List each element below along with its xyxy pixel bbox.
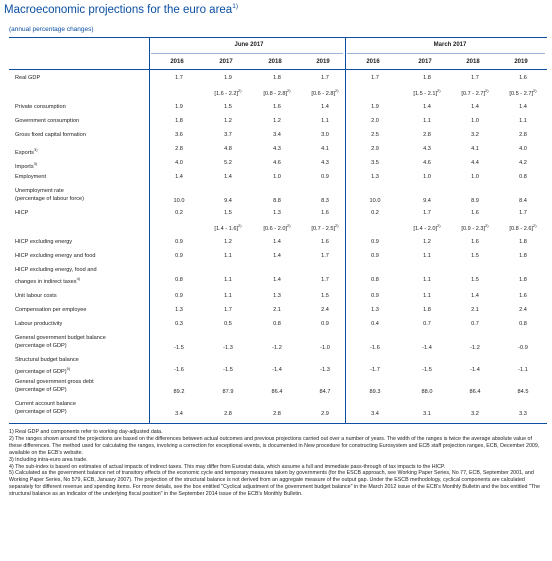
footnote-ref: 2) xyxy=(335,223,339,228)
value-cell: -1.4 xyxy=(422,345,432,351)
value-cell: 1.6 xyxy=(273,104,281,110)
value-cell: 1.4 xyxy=(273,277,281,283)
range-text: [0.5 - 2.7] xyxy=(509,90,534,97)
value-cell: 1.5 xyxy=(321,293,329,299)
year-header: 2017 xyxy=(219,59,233,65)
row-label xyxy=(15,160,37,171)
row-label xyxy=(15,210,28,217)
row-label xyxy=(15,267,97,274)
value-cell: 1.2 xyxy=(273,118,281,124)
value-cell: 1.4 xyxy=(273,239,281,245)
row-label-text: Exports xyxy=(15,149,34,156)
row-label xyxy=(15,357,79,364)
value-cell: 1.1 xyxy=(423,277,431,283)
value-cell: 84.5 xyxy=(517,389,529,395)
range-text: [1.4 - 2.0] xyxy=(413,225,438,232)
row-label-text: Employment xyxy=(15,174,47,180)
year-header: 2016 xyxy=(170,59,184,65)
value-cell: 4.6 xyxy=(273,160,281,166)
value-cell: 2.4 xyxy=(519,307,527,313)
value-cell: 8.4 xyxy=(519,198,527,204)
value-cell: 1.7 xyxy=(423,210,431,216)
value-cell: 2.8 xyxy=(224,411,232,417)
value-cell: 2.8 xyxy=(423,132,431,138)
value-cell: 1.4 xyxy=(519,104,527,110)
value-cell: 0.2 xyxy=(175,210,183,216)
value-cell: 1.7 xyxy=(321,75,329,81)
row-label xyxy=(15,379,94,386)
row-label-text: HICP excluding energy, food and xyxy=(15,267,97,273)
value-cell: 1.2 xyxy=(224,239,232,245)
value-cell: 4.3 xyxy=(273,146,281,152)
row-label-text: General government gross debt xyxy=(15,379,94,385)
row-label-text: (percentage of GDP) xyxy=(15,343,67,349)
row-label-text: HICP excluding energy and food xyxy=(15,253,96,259)
year-header: 2019 xyxy=(316,59,330,65)
range-text: [0.8 - 2.6] xyxy=(509,225,534,232)
row-label xyxy=(15,196,84,203)
value-cell: 4.2 xyxy=(519,160,527,166)
row-label xyxy=(15,132,86,139)
value-cell: 4.4 xyxy=(471,160,479,166)
value-cell: -1.4 xyxy=(470,367,480,373)
value-cell: 3.7 xyxy=(224,132,232,138)
value-cell: 3.2 xyxy=(471,132,479,138)
value-cell: 10.0 xyxy=(173,198,185,204)
value-cell: 1.0 xyxy=(273,174,281,180)
group-underline-march xyxy=(347,53,545,54)
row-label-text: Structural budget balance xyxy=(15,357,79,363)
value-cell: 0.9 xyxy=(371,293,379,299)
value-cell: 1.6 xyxy=(321,239,329,245)
value-cell: 1.7 xyxy=(371,75,379,81)
value-cell: -1.5 xyxy=(422,367,432,373)
value-cell: 3.1 xyxy=(423,411,431,417)
value-cell: 5.2 xyxy=(224,160,232,166)
value-cell: 0.2 xyxy=(371,210,379,216)
row-label xyxy=(15,146,38,157)
row-label xyxy=(15,104,66,111)
year-header: 2017 xyxy=(418,59,432,65)
value-cell: 0.9 xyxy=(321,321,329,327)
value-cell: 1.7 xyxy=(471,75,479,81)
value-cell: 3.6 xyxy=(175,132,183,138)
value-cell: 3.2 xyxy=(471,411,479,417)
row-label-text: Gross fixed capital formation xyxy=(15,132,86,138)
row-label-text: Imports xyxy=(15,163,34,170)
value-cell: -1.2 xyxy=(470,345,480,351)
value-cell: 1.3 xyxy=(371,307,379,313)
value-cell: 1.3 xyxy=(273,210,281,216)
footnote-ref: 2) xyxy=(485,88,489,93)
value-cell: 2.1 xyxy=(273,307,281,313)
footnote: 4) The sub-index is based on estimates of actual impacts of indirect taxes. This may differ from Eurostat data, which assume a full and immediate pass-through of tax impacts to the HICP. xyxy=(9,463,446,470)
value-cell: 2.8 xyxy=(273,411,281,417)
value-cell: -1.6 xyxy=(174,367,184,373)
group-separator xyxy=(345,37,346,423)
footnote-ref: 2) xyxy=(238,223,242,228)
value-cell: 4.0 xyxy=(519,146,527,152)
value-cell: 89.2 xyxy=(173,389,185,395)
value-cell: 1.8 xyxy=(519,253,527,259)
value-cell: 0.7 xyxy=(423,321,431,327)
value-cell: 3.4 xyxy=(175,411,183,417)
row-label-text: Unemployment rate xyxy=(15,188,64,194)
column-separator xyxy=(149,37,150,423)
value-cell: 8.9 xyxy=(471,198,479,204)
value-cell: 4.8 xyxy=(224,146,232,152)
value-cell: 1.6 xyxy=(321,210,329,216)
value-cell: 1.1 xyxy=(224,253,232,259)
table-top-rule xyxy=(9,37,547,38)
range-text: [0.8 - 2.8] xyxy=(263,90,288,97)
value-cell: 87.9 xyxy=(222,389,234,395)
value-cell: 1.0 xyxy=(471,118,479,124)
value-cell: -1.6 xyxy=(370,345,380,351)
value-cell: 1.9 xyxy=(175,104,183,110)
value-cell: 3.0 xyxy=(321,132,329,138)
value-cell: -1.7 xyxy=(370,367,380,373)
table-subtitle: (annual percentage changes) xyxy=(9,26,94,33)
value-cell: 2.9 xyxy=(321,411,329,417)
value-cell: 3.4 xyxy=(371,411,379,417)
range-text: [0.7 - 2.5] xyxy=(311,225,336,232)
row-label xyxy=(15,118,79,125)
value-cell: 4.3 xyxy=(423,146,431,152)
footnotes xyxy=(9,429,544,498)
row-label xyxy=(15,293,57,300)
value-cell: 0.3 xyxy=(175,321,183,327)
row-label-text: Private consumption xyxy=(15,104,66,110)
value-cell: 1.1 xyxy=(321,118,329,124)
row-label-text: changes in indirect taxes xyxy=(15,278,77,285)
value-cell: 1.8 xyxy=(273,75,281,81)
value-cell: 1.1 xyxy=(423,253,431,259)
value-cell: 0.9 xyxy=(321,174,329,180)
value-cell: 1.7 xyxy=(321,253,329,259)
value-cell: -1.4 xyxy=(272,367,282,373)
value-cell: 84.7 xyxy=(319,389,331,395)
row-label-text: (percentage of labour force) xyxy=(15,196,85,202)
value-cell: 0.9 xyxy=(371,253,379,259)
value-cell: 1.8 xyxy=(423,75,431,81)
row-label-text: (percentage of GDP) xyxy=(15,409,67,415)
footnote-ref: 4) xyxy=(76,276,81,281)
row-label xyxy=(15,343,67,350)
group-underline-june xyxy=(151,53,343,54)
row-label-text: Compensation per employee xyxy=(15,307,87,313)
value-cell: 4.1 xyxy=(321,146,329,152)
year-header: 2019 xyxy=(514,59,528,65)
value-cell: 3.3 xyxy=(519,411,527,417)
row-label xyxy=(15,239,72,246)
row-label-text: Labour productivity xyxy=(15,321,63,327)
value-cell: -1.5 xyxy=(174,345,184,351)
value-cell: 89.3 xyxy=(369,389,381,395)
row-label xyxy=(15,275,80,286)
value-cell: 2.9 xyxy=(371,146,379,152)
row-label xyxy=(15,409,67,416)
footnote-ref: 2) xyxy=(533,223,537,228)
range-cell xyxy=(494,222,552,233)
year-header: 2018 xyxy=(268,59,282,65)
value-cell: 0.9 xyxy=(175,253,183,259)
value-cell: 0.8 xyxy=(273,321,281,327)
footnote-ref: 3) xyxy=(33,161,38,166)
value-cell: 1.3 xyxy=(175,307,183,313)
value-cell: 0.8 xyxy=(371,277,379,283)
value-cell: -1.0 xyxy=(320,345,330,351)
value-cell: 0.9 xyxy=(175,293,183,299)
range-text: [1.4 - 1.6] xyxy=(214,225,239,232)
value-cell: 1.6 xyxy=(519,75,527,81)
footnote-ref: 2) xyxy=(437,88,441,93)
value-cell: 1.5 xyxy=(224,210,232,216)
footnote-ref: 2) xyxy=(287,223,291,228)
value-cell: 3.4 xyxy=(273,132,281,138)
footnote-ref: 2) xyxy=(335,88,339,93)
row-label xyxy=(15,401,76,408)
value-cell: 1.4 xyxy=(471,293,479,299)
value-cell: 1.4 xyxy=(224,174,232,180)
value-cell: 1.5 xyxy=(471,277,479,283)
footnote-ref: 3) xyxy=(33,147,38,152)
row-label xyxy=(15,75,40,82)
value-cell: 1.4 xyxy=(471,104,479,110)
value-cell: 1.1 xyxy=(224,277,232,283)
projections-table xyxy=(9,37,547,445)
value-cell: 1.6 xyxy=(519,293,527,299)
value-cell: 1.8 xyxy=(423,307,431,313)
value-cell: 4.1 xyxy=(471,146,479,152)
year-header: 2016 xyxy=(366,59,380,65)
row-label xyxy=(15,335,106,342)
value-cell: 1.0 xyxy=(471,174,479,180)
row-label-text: Government consumption xyxy=(15,118,80,124)
row-label xyxy=(15,307,87,314)
value-cell: 2.5 xyxy=(371,132,379,138)
value-cell: 1.5 xyxy=(224,104,232,110)
value-cell: 2.4 xyxy=(321,307,329,313)
footnote-ref: 2) xyxy=(533,88,537,93)
value-cell: -1.3 xyxy=(223,345,233,351)
value-cell: 88.0 xyxy=(421,389,433,395)
value-cell: 86.4 xyxy=(469,389,481,395)
value-cell: 1.7 xyxy=(224,307,232,313)
table-bottom-rule xyxy=(9,423,547,424)
value-cell: 1.9 xyxy=(371,104,379,110)
value-cell: 10.0 xyxy=(369,198,381,204)
value-cell: 0.9 xyxy=(175,239,183,245)
range-text: [0.9 - 2.3] xyxy=(461,225,486,232)
row-label xyxy=(15,253,95,260)
row-label-text: Unit labour costs xyxy=(15,293,57,299)
value-cell: 8.8 xyxy=(273,198,281,204)
value-cell: 1.1 xyxy=(423,118,431,124)
row-label-text: General government budget balance xyxy=(15,335,106,341)
value-cell: -0.9 xyxy=(518,345,528,351)
row-label xyxy=(15,387,67,394)
value-cell: 1.9 xyxy=(224,75,232,81)
value-cell: 0.8 xyxy=(175,277,183,283)
row-label xyxy=(15,174,46,181)
footnote-ref: 2) xyxy=(437,223,441,228)
row-label xyxy=(15,188,64,195)
value-cell: 1.1 xyxy=(423,293,431,299)
value-cell: 1.8 xyxy=(175,118,183,124)
range-text: [0.6 - 2.8] xyxy=(311,90,336,97)
value-cell: 1.3 xyxy=(273,293,281,299)
row-label-text: HICP xyxy=(15,210,29,216)
value-cell: 0.7 xyxy=(471,321,479,327)
footnote-ref: 2) xyxy=(287,88,291,93)
range-cell xyxy=(494,87,552,98)
range-text: [1.5 - 2.1] xyxy=(413,90,438,97)
row-label-text: (percentage of GDP) xyxy=(15,387,67,393)
row-label-text: (percentage of GDP) xyxy=(15,368,67,375)
value-cell: 1.7 xyxy=(321,277,329,283)
value-cell: 1.5 xyxy=(471,253,479,259)
value-cell: 1.2 xyxy=(224,118,232,124)
range-text: [0.6 - 2.0] xyxy=(263,225,288,232)
value-cell: 86.4 xyxy=(271,389,283,395)
range-text: [0.7 - 2.7] xyxy=(461,90,486,97)
value-cell: 2.1 xyxy=(471,307,479,313)
value-cell: 0.8 xyxy=(519,174,527,180)
value-cell: 1.2 xyxy=(423,239,431,245)
value-cell: 1.1 xyxy=(519,118,527,124)
value-cell: 2.8 xyxy=(175,146,183,152)
value-cell: 0.8 xyxy=(519,321,527,327)
value-cell: 4.0 xyxy=(175,160,183,166)
value-cell: 1.4 xyxy=(273,253,281,259)
value-cell: 4.3 xyxy=(321,160,329,166)
value-cell: 1.1 xyxy=(224,293,232,299)
row-label-text: Current account balance xyxy=(15,401,76,407)
value-cell: 1.4 xyxy=(321,104,329,110)
value-cell: 1.4 xyxy=(423,104,431,110)
value-cell: -1.1 xyxy=(518,367,528,373)
row-label xyxy=(15,365,70,376)
value-cell: 0.4 xyxy=(371,321,379,327)
value-cell: 0.9 xyxy=(371,239,379,245)
value-cell: 8.3 xyxy=(321,198,329,204)
year-header: 2018 xyxy=(466,59,480,65)
row-label-text: HICP excluding energy xyxy=(15,239,73,245)
footnote-ref: 5) xyxy=(66,366,71,371)
value-cell: 1.4 xyxy=(175,174,183,180)
value-cell: 4.6 xyxy=(423,160,431,166)
value-cell: -1.3 xyxy=(320,367,330,373)
value-cell: -1.2 xyxy=(272,345,282,351)
footnote: 3) Including intra-euro area trade. xyxy=(9,456,88,463)
value-cell: 1.6 xyxy=(471,210,479,216)
header-bottom-rule xyxy=(9,69,547,70)
value-cell: 1.0 xyxy=(423,174,431,180)
footnote-ref: 2) xyxy=(485,223,489,228)
value-cell: 1.8 xyxy=(519,277,527,283)
value-cell: 1.8 xyxy=(519,239,527,245)
row-label-text: Real GDP xyxy=(15,75,41,81)
range-text: [1.6 - 2.2] xyxy=(214,90,239,97)
group-header-june: June 2017 xyxy=(234,42,264,48)
footnote: 1) Real GDP and components refer to working day-adjusted data. xyxy=(9,429,163,435)
value-cell: 1.6 xyxy=(471,239,479,245)
value-cell: 3.5 xyxy=(371,160,379,166)
value-cell: 1.7 xyxy=(519,210,527,216)
value-cell: 1.7 xyxy=(175,75,183,81)
group-header-march: March 2017 xyxy=(433,42,467,48)
value-cell: 1.3 xyxy=(371,174,379,180)
footnote: 5) Calculated as the government balance net of transitory effects of the economic cycle and temporary measures taken by governments (for the ESCB approach, see Working Paper Series, No 77, ECB, September 2001, and Working Paper Series, No 579, ECB, January 2007). The projection of the structural balance is not derived from an aggregate measure of the output gap. Under the ESCB methodology, cyclical components are calculated separately for different revenue and spending items. For more details, see the box entitled "Cyclical adjustment of the government budget balance" in the March 2012 issue of the ECB's Monthly Bulletin and the box entitled "The structural balance as an indicator of the underlying fiscal position" in the September 2014 issue of the ECB's Monthly Bulletin. xyxy=(9,470,540,498)
value-cell: 2.8 xyxy=(519,132,527,138)
value-cell: 9.4 xyxy=(224,198,232,204)
footnote-ref: 2) xyxy=(238,88,242,93)
row-label xyxy=(15,321,62,328)
value-cell: -1.5 xyxy=(223,367,233,373)
page-title: Macroeconomic projections for the euro area$^{1)}$ xyxy=(4,3,238,16)
value-cell: 9.4 xyxy=(423,198,431,204)
value-cell: 0.5 xyxy=(224,321,232,327)
footnote: 2) The ranges shown around the projections are based on the differences between actual outcomes and previous projections carried out over a number of years. The width of the ranges is twice the average absolute value of these differences. The method used for calculating the ranges, involving a correction for exceptional events, is documented in New procedure for constructing Eurosystem and ECB staff projection ranges, ECB, December 2009, available on the ECB's website. xyxy=(9,435,540,456)
value-cell: 2.0 xyxy=(371,118,379,124)
